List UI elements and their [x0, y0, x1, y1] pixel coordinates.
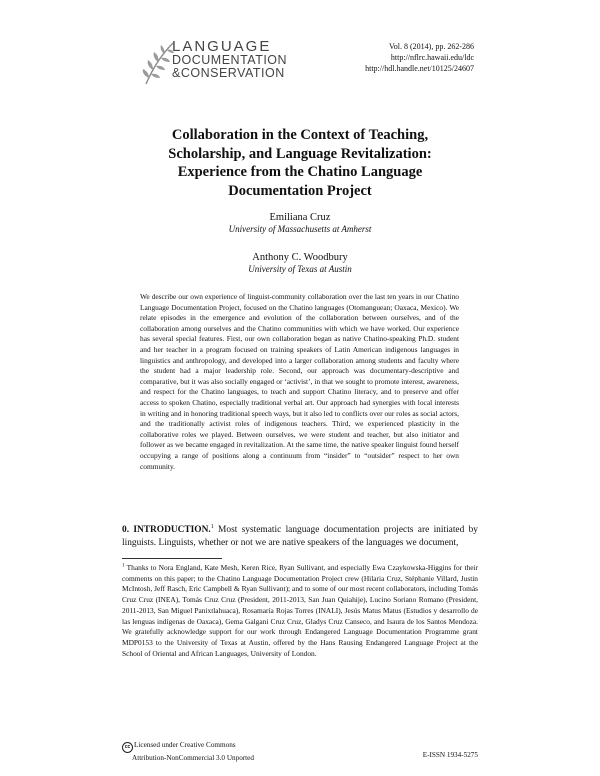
volume-info: Vol. 8 (2014), pp. 262-286 — [389, 42, 474, 51]
footnote — [122, 563, 478, 659]
eissn: E-ISSN 1934-5275 — [422, 751, 478, 759]
journal-logo — [142, 38, 292, 86]
footnote-text: Thanks to Nora England, Kate Mesh, Keren Rice, Ryan Sullivant, and especially Ewa Czaykowska-Higgins for their comments on this paper; to the Chatino Language Documentation Project crew (Hilaria Cruz, Stéphanie Villard, Justin McIntosh, Jeff Rasch, Eric Campbell & Ryan Sullivant); and to some of our most recent collaborators, including Tomás Cruz Cruz (INEA), Tomás Cruz Cruz (President, 2011-2013, San Juan Quiahije), Lucino Soriano Romano (President, 2011-2013, San Miguel Panixtlahuaca), Rosamaría Rojas Torres (INALI), Jesús Matus Matus (Estudios y desarrollo de las lenguas indígenas de Oaxaca), Gema Galgani Cruz Cruz, Gladys Cruz Canseco, and Isaura de los Santos Mendoza. We gratefully acknowledge support for our work through Endangered Language Documentation Programme grant MDP0153 to the University of Texas at Austin, offered by the Hans Rausing Endangered Language Project at the School of Oriental and African Languages, University of London. — [122, 563, 478, 658]
fern-leaf-icon — [142, 40, 176, 86]
creative-commons-icon: cc — [122, 742, 133, 753]
author-block — [140, 251, 460, 275]
logo-line-documentation: DOCUMENTATION — [172, 53, 288, 67]
abstract: We describe our own experience of linguist-community collaboration over the last ten years in our Chatino Language Documentation Project, focused on the Chatino languages (Otomanguean; Oaxaca, Mexico). We relate episodes in the emergence and evolution of the collaboration between ourselves, and of the collaboration among ourselves and the Chatino communities with which we have worked. Our experience has several special features. First, our own collaboration began as native Chatino-speaking Ph.D. student and her teacher in a program focused on training speakers of Latin American indigenous languages in linguistics and anthropology, and developed into a larger collaboration among students and faculty where the student had a major leadership role. Second, our approach was documentary-descriptive and comparative, but it was also socially engaged or ‘activist’, in that we sought to promote interest, awareness, and respect for the Chatino languages, to teach and support Chatino literacy, and to preserve and offer access to spoken Chatino, especially traditional verbal art. Our approach had synergies with local interests in writing and in honoring traditional speech ways, but it also led to conflicts over our roles as social actors, and the traditionally activist roles of indigenous teachers. Third, we experienced plasticity in the collaborative roles we played. Between ourselves, we were student and teacher, but also initiator and follower as we became engaged in revitalization. At the same time, the native speaker linguist found herself occupying a range of positions along a continuum from “insider” to “outsider” respect to her own community. — [140, 292, 459, 471]
author-name: Anthony C. Woodbury — [252, 252, 348, 263]
introduction-paragraph — [122, 524, 478, 550]
title-line: Documentation Project — [228, 182, 372, 199]
footnote-divider — [122, 558, 222, 559]
paper-title — [140, 126, 460, 200]
journal-url[interactable]: http://nflrc.hawaii.edu/ldc — [390, 53, 474, 62]
logo-line-conservation: &CONSERVATION — [172, 66, 285, 80]
author-name: Emiliana Cruz — [269, 212, 331, 223]
license-line: Attribution-NonCommercial 3.0 Unported — [132, 754, 254, 762]
title-line: Scholarship, and Language Revitalization: — [168, 145, 432, 162]
footnote-number: 1 — [122, 563, 125, 569]
handle-url[interactable]: http://hdl.handle.net/10125/24607 — [365, 64, 474, 73]
introduction-text: Most systematic language documentation projects are initiated by linguists. Linguists, whether or not we are native speakers of the languages we document, — [122, 525, 478, 548]
journal-meta — [365, 41, 474, 74]
title-line: Experience from the Chatino Language — [177, 164, 423, 180]
author-affiliation: University of Massachusetts at Amherst — [228, 224, 372, 234]
author-affiliation: University of Texas at Austin — [248, 264, 352, 274]
author-block — [140, 211, 460, 235]
logo-line-language: LANGUAGE — [172, 38, 272, 55]
title-line: Collaboration in the Context of Teaching, — [171, 127, 429, 143]
section-heading: 0. INTRODUCTION. — [122, 525, 211, 535]
license-line[interactable]: Licensed under Creative Commons — [134, 741, 236, 749]
footnote-marker[interactable]: 1 — [210, 523, 214, 530]
license-notice — [122, 740, 254, 763]
